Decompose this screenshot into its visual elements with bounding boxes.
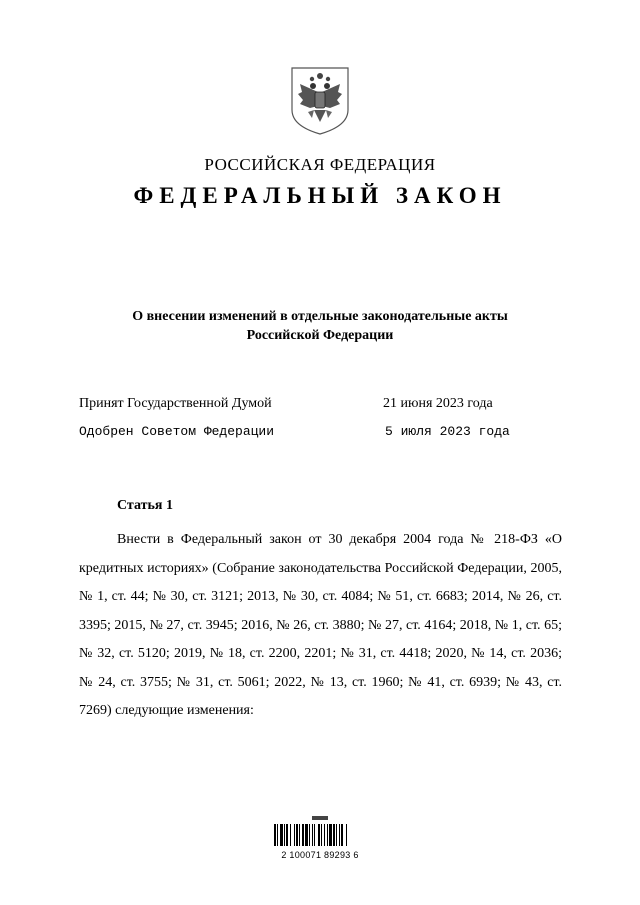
law-title-line-2: Российской Федерации (246, 328, 394, 343)
country-name: РОССИЙСКАЯ ФЕДЕРАЦИЯ (204, 155, 436, 174)
article-heading: Статья 1 (117, 498, 173, 513)
article-body (79, 526, 562, 726)
law-title-line-1: О внесении изменений в отдельные законодательные акты (132, 309, 508, 324)
law-type-heading: ФЕДЕРАЛЬНЫЙ ЗАКОН (133, 183, 507, 208)
duma-label: Принят Государственной Думой (79, 396, 272, 411)
barcode-number: 2 100071 89293 6 (281, 850, 359, 860)
law-title (60, 307, 580, 345)
coat-of-arms-icon (288, 64, 352, 136)
duma-date: 21 июня 2023 года (383, 396, 493, 411)
article-paragraph: Внести в Федеральный закон от 30 декабря 2004 года № 218-ФЗ «О кредитных историях» (Собрание законодательства Российской Федерации, 2005, № 1, ст. 44; № 30, ст. 3121; 2013, № 30, ст. 4084; № 51, ст. 6683; 2014, № 26, ст. 3395; 2015, № 27, ст. 3945; 2016, № 26, ст. 3880; № 27, ст. 4164; 2018, № 1, ст. 65; № 32, ст. 5120; 2019, № 18, ст. 2200, 2201; № 31, ст. 4418; 2020, № 14, ст. 2036; № 24, ст. 3755; № 31, ст. 5061; 2022, № 13, ст. 1960; № 41, ст. 6939; № 43, ст. 7269) следующие изменения: (79, 532, 562, 718)
council-date: 5 июля 2023 года (385, 424, 510, 439)
council-label: Одобрен Советом Федерации (79, 424, 275, 439)
